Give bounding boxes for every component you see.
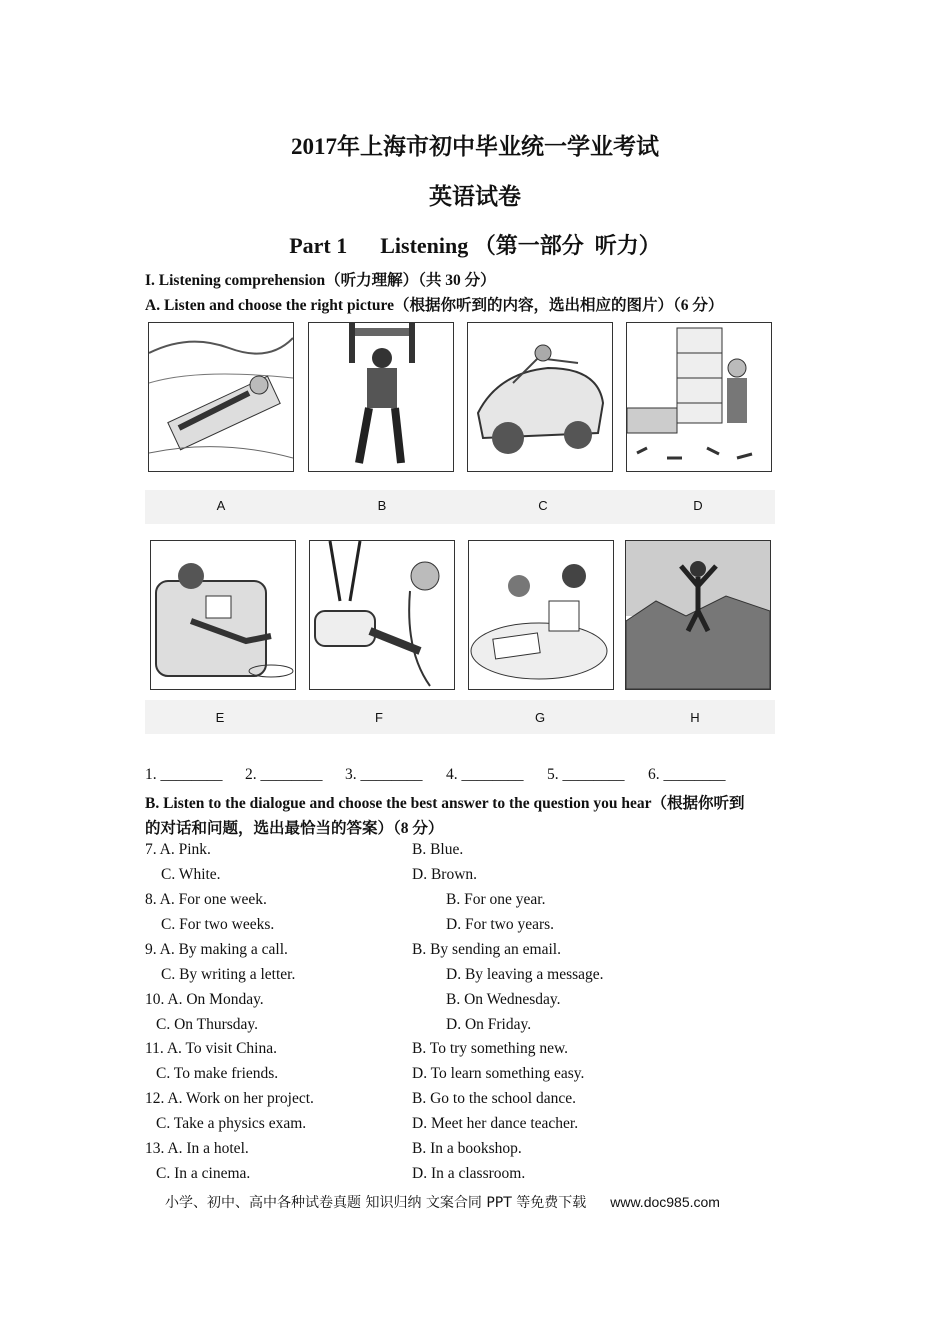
question-option[interactable]: B. For one year. [446,891,546,908]
question-option[interactable]: D. Meet her dance teacher. [412,1115,579,1132]
footer-url-link[interactable]: www.doc985.com [610,1194,720,1210]
section-a-heading: A. Listen and choose the right picture（根据你听到的内容，选出相应的图片）（6 分） [145,297,724,314]
picture-a-beach-sunbathing [148,322,294,472]
question-option[interactable]: B. Go to the school dance. [412,1090,577,1107]
section-b-heading-cont: 的对话和问题，选出最恰当的答案）（8 分） [145,820,444,837]
section-b-heading: B. Listen to the dialogue and choose the best answer to the question you hear（根据你听到 [145,795,745,812]
picture-label: D [693,498,703,513]
question-option[interactable]: B. On Wednesday. [446,991,561,1008]
picture-label: C [538,498,548,513]
label-band-top [145,490,775,524]
answer-blank[interactable]: 5. ________ [547,766,625,783]
picture-label: F [375,710,383,725]
question-option[interactable]: 7. A. Pink. [145,841,211,858]
question-option[interactable]: B. Blue. [412,841,464,858]
question-option[interactable]: C. By writing a letter. [161,966,296,983]
question-option[interactable]: C. In a cinema. [156,1165,251,1182]
answer-blank[interactable]: 3. ________ [345,766,423,783]
question-option[interactable]: 10. A. On Monday. [145,991,264,1008]
page-footer [165,1192,720,1212]
picture-b-runner [308,322,454,472]
answer-blank[interactable]: 4. ________ [446,766,524,783]
question-option[interactable]: D. Brown. [412,866,478,883]
picture-f-broken-leg [309,540,455,690]
section-i-heading: I. Listening comprehension（听力理解）（共 30 分） [145,272,496,289]
picture-label: G [534,710,546,725]
exam-subtitle: 英语试卷 [429,184,521,209]
picture-label: B [377,498,387,513]
answer-blank[interactable]: 6. ________ [648,766,726,783]
exam-title: 2017年上海市初中毕业统一学业考试 [291,134,659,159]
picture-e-reading-armchair [150,540,296,690]
picture-h-mountain-climber [625,540,771,690]
question-option[interactable]: 13. A. In a hotel. [145,1140,249,1157]
question-option[interactable]: D. On Friday. [446,1016,532,1033]
question-option[interactable]: 11. A. To visit China. [145,1040,277,1057]
question-option[interactable]: D. In a classroom. [412,1165,526,1182]
picture-label: A [216,498,226,513]
question-option[interactable]: D. For two years. [446,916,555,933]
picture-label: H [690,710,700,725]
label-band-bottom [145,700,775,734]
part-heading: Part 1 Listening （第一部分 听力） [289,233,661,258]
question-option[interactable]: B. In a bookshop. [412,1140,522,1157]
question-option[interactable]: 8. A. For one week. [145,891,267,908]
picture-g-homework-table [468,540,614,690]
picture-c-car [467,322,613,472]
question-option[interactable]: C. On Thursday. [156,1016,259,1033]
question-option[interactable]: B. To try something new. [412,1040,569,1057]
question-option[interactable]: C. Take a physics exam. [156,1115,307,1132]
picture-d-messy-room [626,322,772,472]
picture-label: E [215,710,225,725]
question-option[interactable]: D. By leaving a message. [446,966,604,983]
question-option[interactable]: C. For two weeks. [161,916,275,933]
question-option[interactable]: 12. A. Work on her project. [145,1090,314,1107]
question-option[interactable]: B. By sending an email. [412,941,561,958]
question-option[interactable]: C. To make friends. [156,1065,279,1082]
answer-blank[interactable]: 2. ________ [245,766,323,783]
question-option[interactable]: 9. A. By making a call. [145,941,288,958]
answer-blank[interactable]: 1. ________ [145,766,223,783]
question-option[interactable]: D. To learn something easy. [412,1065,585,1082]
footer-text: 小学、初中、高中各种试卷真题 知识归纳 文案合同 PPT 等免费下载 [165,1195,587,1211]
question-option[interactable]: C. White. [161,866,221,883]
